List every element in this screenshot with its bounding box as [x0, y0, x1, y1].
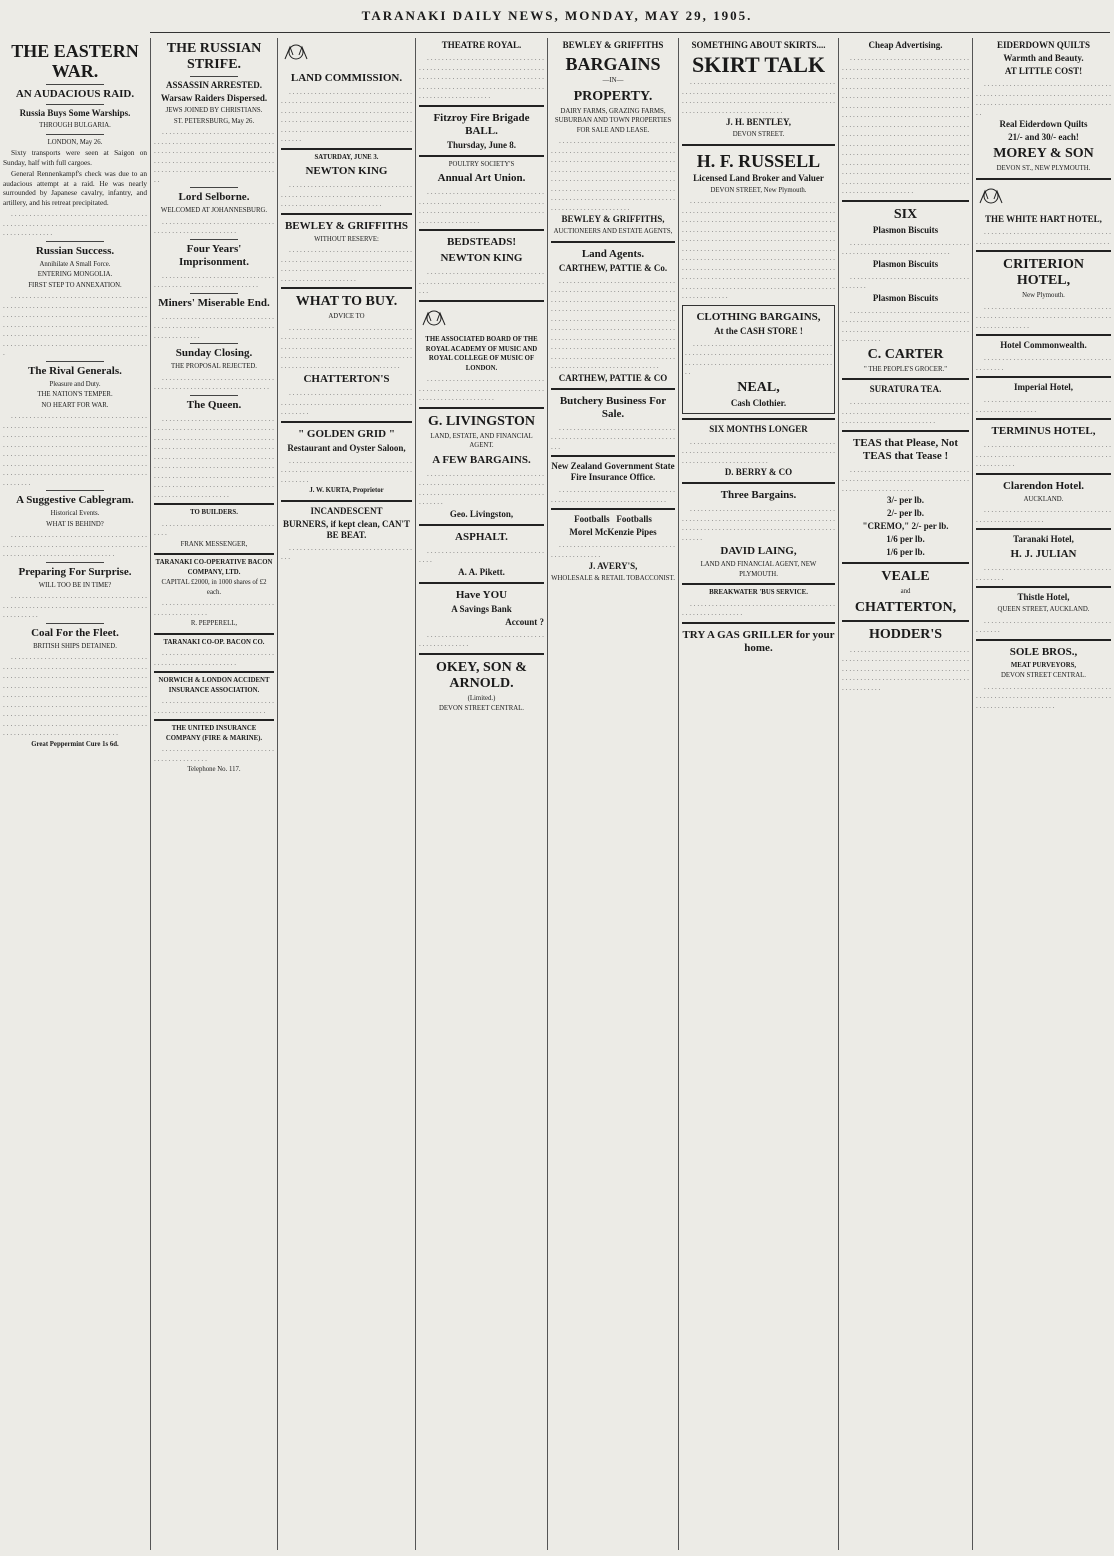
column-auctions: [278, 38, 415, 1550]
advert-filler: . . . . . . . . . . . . . . . . . . . . . . . . . . . . . . . . . . . . . . . . . . . . . .: [154, 744, 274, 763]
advert-filler: . . . . . . . . . . . . . . . . . . . . . . . . . . . . . . . . . . . . . . . . . . . . . . . . . . . . . . . . . . . . . . . . . . . . . . . . . . . . . . . . . . . . . . . . . . . . . . . . . . . . . . . . . . . . . . . . . . . . . . . . . . . . . . .: [281, 245, 412, 283]
article-paragraph-filler: . . . . . . . . . . . . . . . . . . . . . . . . . . . . . . . . . . . . . . . . . . . . . . . . . . . . . . . . . . . . . . . . . . . . . . . . . . . . . . . . . . . . . . . . . .: [3, 209, 147, 237]
advert-heading: THE WHITE HART HOTEL,: [985, 214, 1102, 224]
column-clothing: [679, 38, 838, 1550]
advert-heading: SIX MONTHS LONGER: [709, 423, 808, 434]
advert-heading: BARGAINS: [565, 54, 661, 74]
subheadline: Sunday Closing.: [175, 347, 253, 359]
advert-filler: . . . . . . . . . . . . . . . . . . . . . . . . . . . . . . . . . . . . . . . . . . . . . . . . . . . . . . . . . . . . . . . . . . . . . . . . . . . . . . . . . . . . . . . .: [842, 464, 969, 493]
advert-heading: TRY A GAS GRILLER for your home.: [682, 628, 835, 654]
advert-filler: . . . . . . . . . . . . . . . . . . . . . . . . . . . . . . . . . . . . . . . . . . . . . . . . . . . . . . . . . . . . . . . . . . . . .: [551, 422, 675, 451]
advert-filler: . . . . . . . . . . . . . . . . . . . . . . . . . . . . . . . . . . . . . . . . . . . . . . . . . . . . . . . . . . . . . . . . . . . . . . . . . . . . . . . . . . . . . . . . . . . . . . . . . . . . . . . . . . . . . . . . . .: [842, 305, 969, 343]
advert-subheading: WHOLESALE & RETAIL TOBACCONIST.: [551, 575, 675, 582]
advert-subheading: DAIRY FARMS, GRAZING FARMS, SUBURBAN AND TOWN PROPERTIES FOR SALE AND LEASE.: [554, 107, 672, 134]
advert-filler: . . . . . . . . . . . . . . . . . . . . . . . . . . . . . . . . . . . . . . . . . . . . . . . . . . . . . . . . . . . . . . . . . . . . . . . . . . . . . . . . . . . . . . . . . . . . . . . . . . . . . . . . . . .: [419, 468, 544, 506]
advert-heading: " GOLDEN GRID ": [298, 427, 395, 440]
advert-heading: BEWLEY & GRIFFITHS: [284, 219, 409, 232]
advert-line: Great Peppermint Cure 1s 6d.: [31, 740, 119, 748]
advert-heading: WHAT TO BUY.: [295, 294, 398, 309]
advert-subheading: Real Eiderdown Quilts: [999, 119, 1088, 129]
advert-heading: LAND COMMISSION.: [290, 71, 403, 84]
advert-filler: . . . . . . . . . . . . . . . . . . . . . . . . . . . . . . . . . . . . . . . . . . . . . . . . . . . . . . . . . . . . . . . . . . . . . . . . . . . . . . . . . . . . . . . . . . . . . . . . . . . . . . . . . . . . . . . . . . . . . . . . . . . . . . . . . . . . . . . . . . . . . . . . . . . . . . . .: [682, 77, 835, 115]
advert-heading: [551, 514, 675, 525]
advert-filler: . . . . . . . . . . . . . . . . . . . . . . . . . . . . . . . . . . . . . . . . . . . . . . . . . . . . . . . . . . . . . . . . . . . . . . . . . . . . . . . . . . . . . . . . . . . . . . . . . . . . . . . . . . . . . . . . . . . . . . . . . . . . . . . . . . . . . . . . . . . . . . . . . . . . . . . . . . . . . . . . . . . . . . . . . . . . . . . . . . . . . . . . . . . . . . . . . . . . . . . . . . . . . . . . . . . . . . . . . . . . . . . . . . . . . . . . . . . . . . . . . . . . . . . . . . . . . . . . . . . . . . . . . . . . . . . . . . . . . . . . . . . . . . . . . . . . . . . . . . . . . . . . . . . . . . . . . . . . . . . . . . . . . . . . . . . . . .: [551, 275, 675, 370]
subheadline: WELCOMED AT JOHANNESBURG.: [160, 207, 268, 214]
article-paragraph-filler: . . . . . . . . . . . . . . . . . . . . . . . . . . . . . . . . . . . . . . . . . . . . . . . . . . . . . . . . . . . . . . . . . . . . . . . . . . . . . . . . . . . . . . . . . . . . . . . . . . . . . . . . . . . . . . . . . . . . . . . . . . . . . . . . . . . . . . . . . . . . . . . . . . . . . . . . . . . . . . . . . . . . . . . . . . . . . . . . . . . . . . . . . . . . . . . . . . . . . . . . . . . . . . . . . . . . . . . . . . . . . . . . . . . . . . . . . . . . . . . . . . . . . . . . . . . . . . . . . . . . . . . . . . . . . . . . . . . . . . .: [3, 411, 147, 487]
article-paragraph-filler: . . . . . . . . . . . . . . . . . . . . . . . . . . . . . . . . . . . . . . . . . . . . . . . . . . . . . . . . . . . . . . . . . . . . . . . . . . . . . . . . . . . . . .: [3, 591, 147, 619]
article-paragraph-filler: . . . . . . . . . . . . . . . . . . . . . . . . . . . . . . . . . . . . . . . . . . . . . . . . . . . . . . . . . . . . . . . . . . . . . . . . . . . . . . . . . . . . . . . . . . . . . . . . . . . . . . . . . . . . . . . . . . . . . . . . . . . . . . . . . . . . . . . . . . . . . . . . . . . . . . . . . . . . . . . . . . . . . . . . . . . . . . . . . . . . . . . . . . . . . . . . . . . . . . . . . . . . . . . . . . . . . . . . . . . . . . . . . . . . . . . . . . . . . . . . . . . . . . . . . . . . . . . . . . . . . . . . . . . . . . . . . . . . . . . . . . . . . . . . . . . . . . . . . . . . . . . . . . . . . . . . . . . . . . . . . . . . . . . . . . . . . . . . . . . . . .: [3, 652, 147, 737]
advert-heading: Butchery Business For Sale.: [559, 394, 667, 420]
advert-signature: CARTHEW, PATTIE & CO: [558, 372, 668, 383]
advert-signature: D. BERRY & CO: [724, 467, 793, 477]
advert-signature: J. AVERY'S,: [588, 561, 638, 571]
subheadline: Annihilate A Small Force.: [39, 260, 111, 268]
advert-signature: MOREY & SON: [993, 146, 1094, 161]
advert-signature: FRANK MESSENGER,: [180, 540, 248, 548]
article-paragraph-filler: . . . . . . . . . . . . . . . . . . . . . . . . . . . . . . . . . . . . . . . . . . . . . . . . . . . . . . . . . . . . . . . . . . . . . . . . . . . . . . . . . . . . . . . . . . . . . . . . . . . . . . . . . . . . . . . . . . . . . . . . . . . . . . . . . . . . . . . . . . . . . . . . . . . . . . . . . . . . . . . . . . . . . . . . . . . . . . . . . . . . . . . . . . . . . . . . . . . . . . . . . . . . . . . . . . . . . . . . . . . . . . . . . . . . . . . . . . . . . . . . . . . . . . . . . . . . . . . . . . . . . . . . . . . . . . . . . . . . . . . . . . .: [154, 413, 274, 499]
advert-heading: CRITERION HOTEL,: [1003, 257, 1084, 288]
advert-line: ADVICE TO: [328, 313, 365, 320]
advert-heading-right: Footballs: [616, 514, 652, 524]
advert-filler: . . . . . . . . . . . . . . . . . . . . . . . . . . . . . . . . . . . . . . . . . . . . . .: [419, 629, 544, 648]
advert-subheading: DEVON ST., NEW PLYMOUTH.: [996, 165, 1091, 172]
column-grocery: [839, 38, 972, 1550]
article-paragraph-filler: . . . . . . . . . . . . . . . . . . . . . . . . . . . . . . . . . . . . . . . . . . . . . . . . . . . . . . . . . . . . . . . . . . . . . . . . . . . . . . . . . . . . . . . . . . . . . . . . . . . . . . . . . . . . . . . . . . . . . . . . . . . . . . . . . . . . . . . . . . . . . . . . . . . . . . . . . . . . . . . . . . . . .: [154, 127, 274, 184]
advert-filler: . . . . . . . . . . . . . . . . . . . . . . . . . . . . . . . . . . . .: [419, 545, 544, 564]
subheadline: Russia Buys Some Warships.: [19, 108, 131, 118]
advert-filler: . . . . . . . . . . . . . . . . . . . . . . . . . . . . . . . . . . . . . . . . . . .: [976, 353, 1111, 372]
masthead: [0, 0, 1114, 34]
advert-filler: . . . . . . . . . . . . . . . . . . . . . . . . . . . . . . . . . . . . . . . . . . . . . . . . . . . . . . . . . . . . . . . . . . . . . . . . . . . . . . . . . . . . . . .: [976, 301, 1111, 330]
advert-subheading: BURNERS, if kept clean, CAN'T BE BEAT.: [282, 518, 410, 540]
advert-subheading: CARTHEW, PATTIE & Co.: [558, 262, 668, 273]
advert-heading: CHATTERTON'S: [303, 373, 390, 385]
advert-heading: NORWICH & LONDON ACCIDENT INSURANCE ASSOCIATION.: [158, 677, 270, 694]
price-line: "CREMO," 2/- per lb.: [862, 521, 949, 531]
advert-heading: Imperial Hotel,: [1014, 382, 1073, 392]
subheadline: The Queen.: [186, 398, 242, 411]
advert-filler: . . . . . . . . . . . . . . . . . . . . . . . . . . . . . . . . . . . . . . . . . . . . . .: [551, 540, 675, 559]
advert-filler: . . . . . . . . . . . . . . . . . . . . . . . . . . . . . . . . . . . . . . . . . . . . . . . . . . . . . . . . . . . . . . . . . . . . . . . . . . . . . . . . . . . . . . .: [419, 374, 544, 402]
advert-heading: Clarendon Hotel.: [1002, 479, 1085, 492]
subheadline: Preparing For Surprise.: [18, 565, 132, 578]
royal-crest-icon: [281, 41, 311, 63]
advert-subheading: DEVON STREET, New Plymouth.: [710, 186, 807, 194]
subheadline: Russian Success.: [35, 244, 115, 257]
advert-heading: ASPHALT.: [455, 530, 508, 543]
subheadline: Historical Events.: [50, 510, 100, 517]
subheadline: BRITISH SHIPS DETAINED.: [33, 642, 117, 650]
advert-filler: . . . . . . . . . . . . . . . . . . . . . . . . . . . . . . . . . . . . . . . . . . . . . . . . . . . . . . . . . . . . . . . . . . . . . . . . . . . . . . . . . . . . . . . . . . . . . . . . . . . . . . . . . . . . . . . . . . . . . . . . . . . . . . . . . . . . . . . . . . . . . . . . . . . . . . . . . . . . . . . . . . . . . . . . . . . . . . .: [281, 322, 412, 370]
advert-heading: Fitzroy Fire Brigade BALL.: [433, 111, 530, 137]
article-paragraph-filler: . . . . . . . . . . . . . . . . . . . . . . . . . . . . . . . . . . . . . . . . . . . . . . . . . . . . . . . . . . . .: [154, 270, 274, 289]
advert-heading: CHATTERTON,: [854, 599, 957, 615]
advert-filler: . . . . . . . . . . . . . . . . . . . . . . . . . . . . . . . . . . . . . . . . . . . . . . . . . . . . . . . . . . . . . . . . . . . . . . . .: [976, 227, 1111, 246]
subheadline: Lord Selborne.: [178, 191, 250, 203]
advert-heading: SOLE BROS.,: [1009, 645, 1078, 658]
advert-heading: VEALE: [881, 569, 930, 584]
advert-signature: J. H. BENTLEY,: [726, 117, 791, 127]
price-line: 1/6 per lb.: [886, 534, 925, 544]
subheadline: FIRST STEP TO ANNEXATION.: [28, 281, 122, 289]
subheadline: Coal For the Fleet.: [31, 626, 119, 639]
advert-subheading: —IN—: [602, 77, 624, 84]
advert-heading: THE UNITED INSURANCE COMPANY (FIRE & MARINE).: [165, 725, 263, 742]
advert-subheading: Restaurant and Oyster Saloon,: [287, 442, 406, 453]
subheadline: WILL TOO BE IN TIME?: [38, 581, 112, 589]
advert-heading: INCANDESCENT: [310, 505, 383, 516]
article-paragraph: Sixty transports were seen at Saigon on Sunday, half with full cargoes.: [3, 148, 147, 167]
advert-filler: . . . . . . . . . . . . . . . . . . . . . . . . . . . . . . . . . . . . . . . . . . . . . . . . . . . . . . . . . . . . . . . . . . . . .: [419, 267, 544, 295]
advert-filler: . . . . . . . . . . . . . . . . . . . . . . . . . . . . . . . . . . . . . . . . . .: [976, 615, 1111, 634]
advert-filler: . . . . . . . . . . . . . . . . . . . . . . . . . . . . . . . . . . . . . . . .: [842, 271, 969, 290]
advert-line: SATURDAY, JUNE 3.: [314, 153, 379, 161]
advert-heading: TARANAKI CO-OP. BACON CO.: [163, 638, 265, 646]
advert-filler: . . . . . . . . . . . . . . . . . . . . . . . . . . . . . . . . . . . . . . . . . . . . . . . . . . . . . . . . . . . . . . . . . . . . . . . . . . . . . . . . . . . . . . . . . . . . . . . . . . . . . . . . . . . . . . . . . . . . .: [419, 187, 544, 225]
advert-heading: CLOTHING BARGAINS,: [696, 310, 821, 323]
masthead-rule: [150, 32, 1110, 33]
advert-subheading: " THE PEOPLE'S GROCER.": [864, 365, 947, 373]
advert-heading: New Zealand Government State Fire Insurance Office.: [551, 461, 675, 482]
advert-heading: BEWLEY & GRIFFITHS,: [561, 214, 665, 224]
subheadline: AN AUDACIOUS RAID.: [15, 88, 135, 100]
advert-heading: Thistle Hotel,: [1017, 592, 1070, 602]
article-paragraph-filler: . . . . . . . . . . . . . . . . . . . . . . . . . . . . . . . . . . . . . . . . . . . . . . . . . . . . . . . . . . . . . . .: [154, 372, 274, 391]
advert-heading: BEWLEY & GRIFFITHS: [562, 40, 664, 50]
advert-filler: . . . . . . . . . . . . . . . . . . . . . . . . . . . . . . . . . . . . . . . . . . . . . . . . . . . . . . . . . . . . . . . . . . . . . . . . . . . . . . . . . . . . . . . . . . . . . .: [842, 397, 969, 425]
advert-heading: Land Agents.: [581, 247, 645, 260]
advert-heading: Morel McKenzie Pipes: [569, 527, 657, 537]
advert-filler: . . . . . . . . . . . . . . . . . . . . . . . . . . . . . . . . . . . . . . . . . . . . . . . . . . . . . . . . . . . . . . . . . . . . . . . . . . . . . . . . . . . . . . . . . . . . . . . . . . . . . . . . . . . . . . .: [976, 79, 1111, 117]
advert-subheading: Account ?: [505, 616, 544, 627]
advert-filler: . . . . . . . . . . . . . . . . . . . . . . . . . . . . . . . . . . . . . . . . . . . . . . . . . . . . . . . . . . . . . . . . . . . . . . . . . . . . . . . . . . . . . . . . . . . . . . . . . . . . . . . . . . . . . . . . . . . . . . . . . . . . . . . . . .: [682, 504, 835, 542]
advert-filler: . . . . . . . . . . . . . . . . . . . . . . . . . . . . . . . . . . . . . . . . . . .: [976, 563, 1111, 582]
advert-filler: . . . . . . . . . . . . . . . . . . . . . . . . . . . . . . . . . . . . . . . . . . . . . . . . . . . . . . . . . . . . . . . . . . . . . . . . . . . . . . . . . . . . . . . . . . . . . .: [976, 681, 1111, 710]
advert-signature: J. W. KURTA, Proprietor: [309, 487, 384, 494]
advert-heading: G. LIVINGSTON: [427, 413, 536, 429]
subheadline: THE PROPOSAL REJECTED.: [170, 363, 258, 370]
subheadline: ASSASSIN ARRESTED.: [165, 80, 263, 90]
advert-heading: TO BUILDERS.: [190, 509, 238, 516]
column-russian-strife: [151, 38, 277, 1550]
subheadline: Miners' Miserable End.: [158, 296, 270, 309]
column-property: [548, 38, 678, 1550]
masthead-title: TARANAKI DAILY NEWS, MONDAY, MAY 29, 1905.: [361, 8, 753, 23]
advert-filler: . . . . . . . . . . . . . . . . . . . . . . . . . . . . . . . . . . . . . . . . . . . . . . . . . . . . . . . . . . . . . .: [154, 696, 274, 715]
advert-heading: NEWTON KING: [305, 165, 388, 177]
advert-line: CAPITAL £2000, in 1000 shares of £2 each.: [161, 579, 267, 596]
headline: THE RUSSIAN STRIFE.: [166, 41, 262, 72]
advert-filler: . . . . . . . . . . . . . . . . . . . . . . . . . . . . . . . . . . . . . . . . . . . . . . . . . . . . . . . . . . . . . . . . . . . . . . . . . . . . . . . . . . . . . . . . . . . . . . . . . . . . . . . . . . . . . . . . . . . . . . . . . . . . . . . . . . . . . . . . . . . . . . . . . . . . . . . . . . . . . . . . . . . . . . . . . . . . . . . . . . . . . . . . . . . . . . . . . . . . . . . . . . . . . . . . . . . . . . . . . . . . . . . . . . . . . . . . . . . . . . . . . . . . . . . . . . . . . . . . . . . . . . . . . . . . . . . . . . . . . . . . . . . . . . . . . . . . . . . . . . . . . . . . . . . . . . . . . . . . . . . . . . . . . . . . . . . . . . . . . . . . . . . . . . . . . . . . . . . . . . . . . . . . . . . . . . . . . . . . . . . . . . . . . . . . . . . . . . . . . . . . . . . . . . . . . . . . . . . . . . . . . . . . . . . . . . . . . . . . . . . . . . . . . . . . . . . . . . . . . . . . . . . . . . . . . . . . . . . . . . . . . . . . . . . . . . . . . . . . . . . . . . . . . . . .: [842, 53, 969, 195]
advert-subheading: AT LITTLE COST!: [1004, 66, 1083, 76]
advert-heading: SOMETHING ABOUT SKIRTS....: [691, 40, 826, 50]
article-paragraph-filler: . . . . . . . . . . . . . . . . . . . . . . . . . . . . . . . . . . . . . . . . . . . . . . . . . . . . . . . . . . . . . . . . . . . . . . . . . . . . .: [154, 311, 274, 340]
price-line: 1/6 per lb.: [886, 547, 925, 557]
headline: THE EASTERN WAR.: [11, 41, 139, 81]
advert-heading: Hotel Commonwealth.: [1000, 340, 1087, 350]
advert-heading: TEAS that Please, Not TEAS that Tease !: [852, 436, 959, 462]
advert-filler: . . . . . . . . . . . . . . . . . . . . . . . . . . . . . . . . . . . . . . . . . . . . . . . . . . . . . . . . . . . . . . . . . . . . . . . . . . . . . . . . . . . . . . . . . . . . . . . . . . . . . . . . . . . . . . . . . . . . . . . . . . . . . . . . . . . . . . . . . . . . . . . . . . . . . . . . . . . . . . . . . . . . . . . . . . . . . . . . . . . . . . . . . . . . . . . . . . . . . . . . . . . . . . . . . . . . . . . . . . . . . . . . . . . . . . . . . . . . . . . . . . . . . . . . . . . . . . . . . .: [551, 136, 675, 212]
advert-subheading: DEVON STREET.: [732, 131, 785, 138]
royal-crest-icon: [976, 185, 1006, 207]
advert-signature: H. J. JULIAN: [1010, 548, 1077, 560]
advert-line: POULTRY SOCIETY'S: [448, 160, 515, 168]
advert-heading: PROPERTY.: [573, 88, 653, 104]
advert-subheading: Plasmon Biscuits: [872, 224, 939, 235]
price-line: 2/- per lb.: [886, 508, 925, 518]
advert-subheading: AUCKLAND.: [1023, 495, 1064, 503]
article-paragraph: General Rennenkampf's check was due to an audacious attempt at a raid. He was nearly surrounded by Japanese cavalry, infantry, and artillery, and his retreat precipitated.: [3, 169, 147, 207]
article-paragraph-filler: . . . . . . . . . . . . . . . . . . . . . . . . . . . . . . . . . . . . . . . . . . . . . . . . . . . . . .: [154, 216, 274, 235]
advert-heading: H. F. RUSSELL: [696, 150, 821, 171]
column-hotels: [973, 38, 1114, 1550]
advert-subheading: Cash Clothier.: [730, 397, 787, 408]
dateline: LONDON, May 26.: [47, 138, 103, 146]
subheadline: THE NATION'S TEMPER.: [37, 391, 113, 398]
advert-filler: . . . . . . . . . . . . . . . . . . . . . . . . . . . . . . . . . . . . . . . . . . . . . . . . . . . . . .: [976, 505, 1111, 524]
advert-signature: Geo. Livingston,: [449, 508, 514, 519]
article-paragraph-filler: . . . . . . . . . . . . . . . . . . . . . . . . . . . . . . . . . . . . . . . . . . . . . . . . . . . . . . . . . . . . . . . . . . . . . . . . . . . . . . . . . . . . . . . . . . . . . . . . . . . . . . . . . . . . . . . . . . . . . . . . . . . . . . . . . . . . . . . . . . . . . . . . . . . . . . . . . . . . . . . . . . . . . . . . . . . . . . . . . . . . . . . . . . . . . . . . . . . . . . . . . . . . . . . . . . . . . . . . . . . . . . . . . . . . . . . . .: [3, 291, 147, 357]
subheadline: Four Years' Imprisonment.: [179, 242, 249, 268]
advert-heading: Annual Art Union.: [437, 172, 526, 184]
advert-heading: NEWTON KING: [440, 252, 523, 264]
advert-subheading: LAND AND FINANCIAL AGENT, NEW PLYMOUTH.: [700, 561, 817, 578]
advert-subheading: Plasmon Biscuits: [872, 258, 939, 269]
advert-subheading: MEAT PURVEYORS,: [1010, 661, 1077, 669]
advert-subheading: and: [900, 588, 911, 595]
advert-filler: . . . . . . . . . . . . . . . . . . . . . . . . . . . . . . . . . . . . . . . . . . . . . . . . . . . . . . . . . . . . . . . . . . . . . . . . . . . . . . . . . . . . . . . . . . . . . . . . . . . . . . . . . . . . . . . . . . . . . . . . . . . . . . . . . . . . . . . . . . . . . . . . . . . . .: [842, 644, 969, 692]
advert-filler: . . . . . . . . . . . . . . . . . . . . . . . . . . . . . . . . . . . . . . . . . . . . . . . . . . . .: [976, 395, 1111, 414]
column-eastern-war: [0, 38, 150, 1550]
advert-filler: . . . . . . . . . . . . . . . . . . . . . . . . . . . . . . . . . . . . . . . . . . . . . . . . . . . . . .: [154, 648, 274, 667]
advert-heading: TARANAKI CO-OPERATIVE BACON COMPANY, LTD.: [155, 559, 273, 576]
advert-filler: . . . . . . . . . . . . . . . . . . . . . . . . . . . . . . . . . . . . . . . . . . . . . . . . . . . . . . . . . . . . . . . . . . . . . . . . . . . . . . . . . . . . . . . . . . . . . . . . . . . . . . . . . . . . . . . . . . . . . . . . . . . . . . . . . . . . . . . . . . . . . . . . . . . . . . . . . . . . . . . . . . . . . . . . . . . . . . . . . . . . . . . .: [281, 86, 412, 143]
subheadline: THROUGH BULGARIA.: [39, 122, 111, 129]
advert-heading-left: Footballs: [574, 514, 610, 524]
advert-heading: Taranaki Hotel,: [1013, 534, 1074, 544]
advert-signature: A. A. Pikett.: [458, 566, 505, 577]
advert-heading: Have YOU: [455, 588, 508, 601]
advert-filler: . . . . . . . . . . . . . . . . . . . . . . . . . . . . . . . . . . .: [154, 518, 274, 537]
advert-heading: Cheap Advertising.: [868, 40, 943, 50]
advert-filler: . . . . . . . . . . . . . . . . . . . . . . . . . . . . . . . . . . . . . . . . . . . . . . . . . . . . . . . . . . . . . . . . . . . . . . . . . . . . . . . . . . .: [976, 440, 1111, 468]
advert-signature: C. CARTER: [867, 346, 944, 362]
advert-heading: OKEY, SON & ARNOLD.: [436, 659, 527, 691]
advert-filler: . . . . . . . . . . . . . . . . . . . . . . . . . . . . . . . . . . . . . . . . . . . . . . . . . . . . . . . . . . . . . . . .: [551, 485, 675, 504]
advert-subheading: Plasmon Biscuits: [872, 292, 939, 303]
advert-heading: HODDER'S: [868, 626, 943, 642]
price-line: 3/- per lb.: [886, 495, 925, 505]
advert-filler: . . . . . . . . . . . . . . . . . . . . . . . . . . . . . . . . . . . . . . . . . . . . . . . . . . . . . . . . .: [682, 598, 835, 617]
subheadline: A Suggestive Cablegram.: [16, 494, 134, 506]
advert-filler: . . . . . . . . . . . . . . . . . . . . . . . . . . . . . . . . . . . . . . . . . . . . . . . . . . . . . . . . . . . . . . . . . . . . . . . . . . . . . .: [281, 388, 412, 416]
advert-heading: A FEW BARGAINS.: [432, 453, 531, 466]
advert-filler: . . . . . . . . . . . . . . . . . . . . . . . . . . . . . . . . . . . . . . . . . . . . . .: [154, 598, 274, 617]
subheadline: Warsaw Raiders Dispersed.: [160, 93, 268, 103]
advert-subheading: DEVON STREET CENTRAL.: [1000, 672, 1087, 679]
advert-filler: . . . . . . . . . . . . . . . . . . . . . . . . . . . . . . . . . . . . . . . . . . . . . . . . . . . . . . . . . . . . . . . . . . . . . . . . . . . . . . . . . . . . . . . . . . . . . . . . . . . . . . . . . .: [682, 436, 835, 465]
advert-filler: . . . . . . . . . . . . . . . . . . . . . . . . . . . . . . . . . . . . . . . . . . . . . . . . . . . . . . . . . . . . . . .: [842, 237, 969, 256]
subheadline: Pleasure and Duty.: [49, 380, 101, 388]
subheadline: ENTERING MONGOLIA.: [37, 271, 113, 278]
advert-heading: TERMINUS HOTEL,: [991, 425, 1096, 437]
subheadline: The Rival Generals.: [28, 364, 122, 377]
advert-subheading: New Plymouth.: [1022, 292, 1065, 299]
advert-subheading: Thursday, June 8.: [446, 139, 517, 150]
advert-signature: DAVID LAING,: [720, 545, 797, 557]
advert-heading: BEDSTEADS!: [446, 236, 517, 248]
subheadline: JEWS JOINED BY CHRISTIANS.: [165, 107, 263, 114]
advert-filler: . . . . . . . . . . . . . . . . . . . . . . . . . . . . . . . . . . . . . . . . . . . . . . . . . . . . . . . . . . . . . . . . . . . . . . . . . . . . . . . . . . . . . . . . . . . . . . . . . .: [281, 180, 412, 208]
advert-heading: EIDERDOWN QUILTS: [997, 40, 1090, 50]
advert-subheading: QUEEN STREET, AUCKLAND.: [997, 606, 1090, 613]
advert-filler: . . . . . . . . . . . . . . . . . . . . . . . . . . . . . . . . . . . . . . . . . . . . . . . . . . . . . . . . . . . . . . . . . . . . . . . . . . . . . .: [281, 455, 412, 484]
advert-signature: NEAL,: [737, 379, 780, 395]
advert-heading: Three Bargains.: [720, 489, 797, 501]
advert-subheading: Licensed Land Broker and Valuer: [693, 172, 824, 183]
advert-filler: . . . . . . . . . . . . . . . . . . . . . . . . . . . . . . . . . . . . . . . . . . . . . . . . . . . . . . . . . . . . . . . . . . . . . . . . . . . . . . . . . . . . . . . . . . . . . . . . . . . . . . . . . . . . . . . . . . . . . . . .: [685, 338, 832, 376]
dateline: ST. PETERSBURG, May 26.: [173, 117, 255, 125]
advert-subheading: AUCTIONEERS AND ESTATE AGENTS,: [553, 228, 673, 235]
advert-filler: . . . . . . . . . . . . . . . . . . . . . . . . . . . . . . . . . . . . . . . . . . . . . . . . . . . . . . . . . . . . . . . . . . . . . . . . . . . . . . . . . . . . . . . . . . . . . . . . . . . . . . . . . . . . . . . . . . . . . . . . . . . . . . . . . . . . . . . . . . . . . . . . . . . . . . . . . .: [419, 53, 544, 100]
subheadline: WHAT IS BEHIND?: [46, 520, 104, 528]
advert-heading: SKIRT TALK: [691, 52, 826, 77]
advert-subheading: At the CASH STORE !: [714, 325, 803, 336]
subheadline: NO HEART FOR WAR.: [41, 401, 109, 409]
advert-signature: R. PEPPERELL,: [190, 620, 238, 627]
advert-subheading: (Limited.): [467, 694, 496, 702]
advert-heading: SIX: [893, 206, 918, 222]
price-line: 21/- and 30/- each!: [1008, 132, 1079, 142]
advert-line: WITHOUT RESERVE:: [314, 235, 379, 243]
column-entertainment: [416, 38, 547, 1550]
advert-heading: SURATURA TEA.: [869, 384, 942, 394]
advert-subheading: DEVON STREET CENTRAL.: [438, 705, 525, 712]
advert-heading: THEATRE ROYAL.: [441, 40, 522, 50]
advert-subheading: LAND, ESTATE, AND FINANCIAL AGENT.: [430, 432, 533, 449]
advert-subheading: Warmth and Beauty.: [1003, 53, 1084, 63]
advert-filler: . . . . . . . . . . . . . . . . . . . . . . . . . . . . . . . . . . . . . . . . . . . . . . . . . . . . . . . . . . . . . . . . . . . . . . . . . . . . . . . . . . . . . . . . . . . . . . . . . . . . . . . . . . . . . . . . . . . . . . . . . . . . . . . . . . . . . . . . . . . . . . . . . . . . . . . . . . . . . . . . . . . . . . . . . . . . . . . . . . . . . . . . . . . . . . . . . . . . . . . . . . . . . . . . . . . . . . . . . . . . . . . . . . . . . . . . . . . . . . . . . . . . . . . . . . . . . . . . . . . . . . . . . . . . . . . . . . . . . . . . . . . . . . . . . . . . . . . . . . . . . . . . . . . . . . . . . . . . . . . . . . . . . . . . . . . . . . . . . . . . . . . . . . . . . . . . . . . . . . . . . . . . . . . . . . . . . . . . . . . . . . . . . . . . . . . . . . . . . . . . . . . . . . . . . . . . . . . . . . . . . . . . . . . . . . .: [682, 196, 835, 300]
advert-line: Telephone No. 117.: [187, 766, 241, 773]
article-paragraph-filler: . . . . . . . . . . . . . . . . . . . . . . . . . . . . . . . . . . . . . . . . . . . . . . . . . . . . . . . . . . . . . . . . . . . . . . . . . . . . . . . . . . . . . . . . . . . . . . . . . . . . . . . . . . .: [3, 530, 147, 558]
advert-subheading: A Savings Bank: [451, 603, 512, 614]
advert-heading: THE ASSOCIATED BOARD OF THE ROYAL ACADEMY OF MUSIC AND ROYAL COLLEGE OF MUSIC OF LONDON.: [425, 336, 538, 372]
advert-filler: . . . . . . . . . . . . . . . . . . . . . . . . . . . . . . . . . . . . .: [281, 542, 412, 561]
advert-heading: BREAKWATER 'BUS SERVICE.: [709, 589, 808, 596]
royal-crest-icon: [419, 307, 449, 329]
